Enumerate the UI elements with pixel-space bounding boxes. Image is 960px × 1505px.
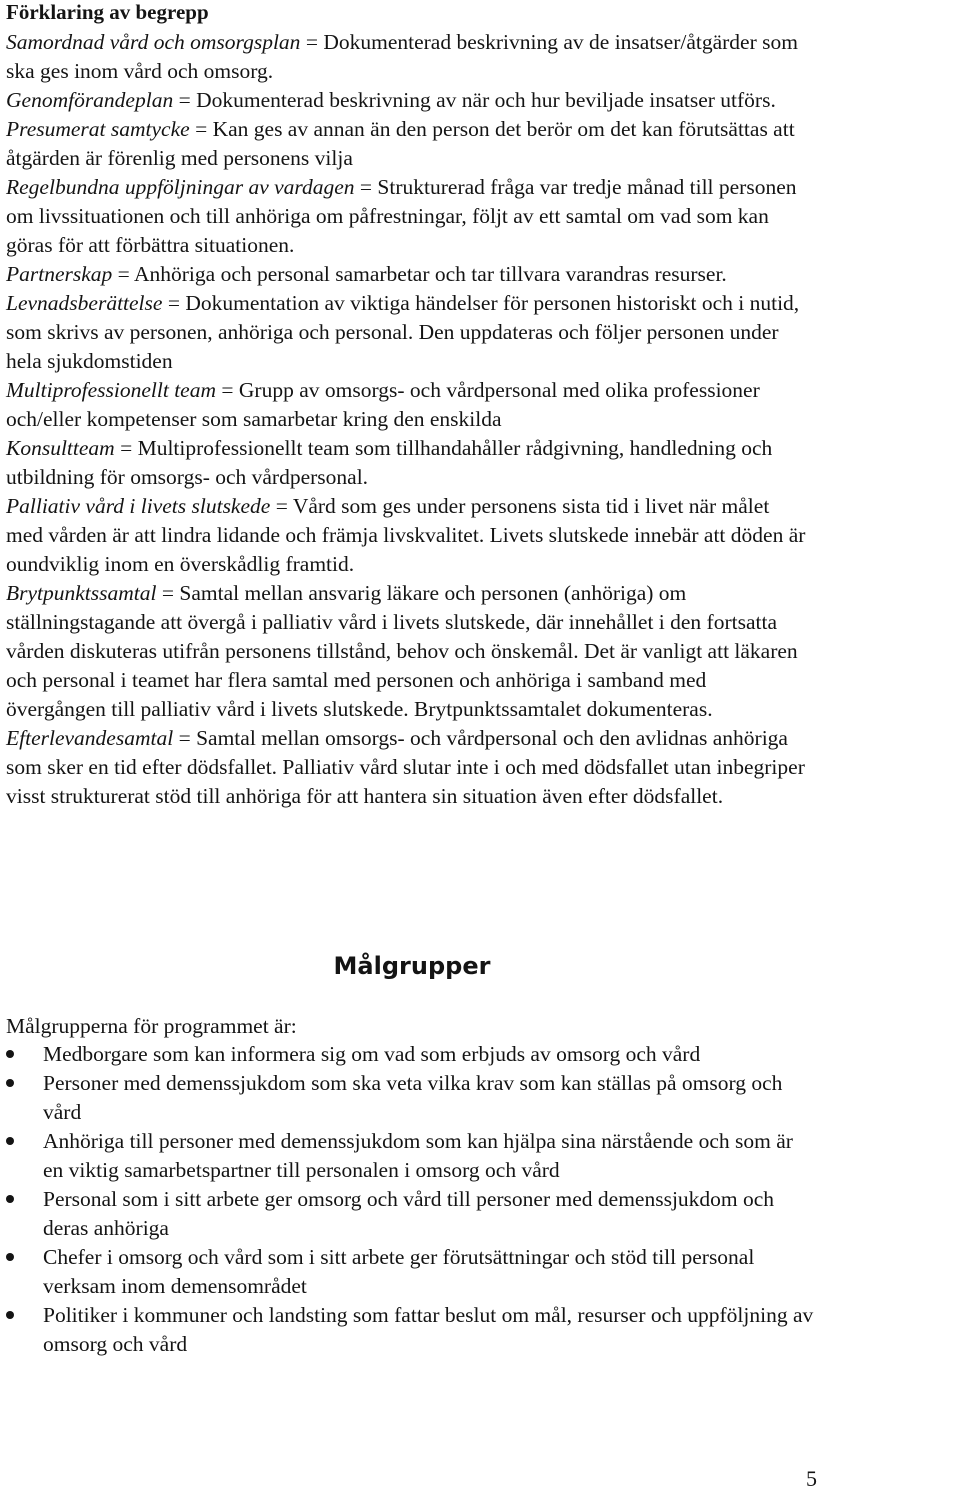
definition-separator: = [114,436,138,460]
definition-separator: = [270,494,293,518]
definition-text: Dokumenterad beskrivning av de insatser/åtgärder som ska ges inom vård och omsorg. [6,30,798,83]
definition-term: Multiprofessionellt team [6,378,217,402]
definition-term: Genomförandeplan [6,88,174,112]
definition-item [6,115,806,173]
definition-term: Regelbundna uppföljningar av vardagen [6,175,355,199]
definition-term: Brytpunktssamtal [6,581,157,605]
definition-text: Kan ges av annan än den person det berör om det kan förutsättas att åtgärden är förenlig med personens vilja [6,117,795,170]
bullet-icon [6,1311,14,1319]
list-item-text: Politiker i kommuner och landsting som fattar beslut om mål, resurser och uppföljning av omsorg och vård [43,1303,814,1356]
definition-separator: = [162,291,186,315]
bullet-icon [6,1079,14,1087]
definition-text: Multiprofessionellt team som tillhandahåller rådgivning, handledning och utbildning för omsorgs- och vårdpersonal. [6,436,773,489]
definition-text: Grupp av omsorgs- och vårdpersonal med olika professioner och/eller kompetenser som samarbetar kring den enskilda [6,378,760,431]
section-heading-definitions: Förklaring av begrepp [6,0,209,24]
definition-term: Levnadsberättelse [6,291,163,315]
definition-text: Samtal mellan omsorgs- och vårdpersonal och den avlidnas anhöriga som sker en tid efter dödsfallet. Palliativ vård slutar inte i och med dödsfallet utan inbegriper visst strukturerat stöd till anhöriga för att hantera sin situation även efter dödsfallet. [6,726,805,808]
list-item-text: Anhöriga till personer med demenssjukdom som kan hjälpa sina närstående och som är en viktig samarbetspartner till personalen i omsorg och vård [43,1129,793,1182]
list-item [6,1040,816,1069]
list-item [6,1243,816,1301]
list-item [6,1127,816,1185]
definition-text: Dokumentation av viktiga händelser för personen historiskt och i nutid, som skrivs av personen, anhöriga och personal. Den uppdateras och följer personen under hela sjukdomstiden [6,291,800,373]
bullet-icon [6,1050,14,1058]
definition-separator: = [173,726,197,750]
definition-item [6,260,806,289]
definitions-list [6,28,806,811]
list-item [6,1301,816,1359]
definition-separator: = [156,581,180,605]
list-item-text: Chefer i omsorg och vård som i sitt arbete ger förutsättningar och stöd till personal verksam inom demensområdet [43,1245,755,1298]
target-groups-list [6,1040,816,1359]
definition-item [6,86,806,115]
definition-item [6,28,806,86]
definition-separator: = [112,262,134,286]
definition-item [6,492,806,579]
list-item-text: Medborgare som kan informera sig om vad som erbjuds av omsorg och vård [43,1042,701,1066]
list-item [6,1069,816,1127]
list-item-text: Personal som i sitt arbete ger omsorg och vård till personer med demenssjukdom och deras anhöriga [43,1187,775,1240]
definition-text: Vård som ges under personens sista tid i livet när målet med vården är att lindra lidande och främja livskvalitet. Livets slutskede innebär att döden är oundviklig inom en överskådlig framtid. [6,494,806,576]
definition-text: Anhöriga och personal samarbetar och tar tillvara varandras resurser. [134,262,727,286]
definition-term: Partnerskap [6,262,113,286]
definition-term: Konsultteam [6,436,115,460]
definition-item [6,173,806,260]
bullet-icon [6,1137,14,1145]
target-groups-intro: Målgrupperna för programmet är: [6,1014,297,1038]
definition-term: Presumerat samtycke [6,117,190,141]
definition-item [6,376,806,434]
definition-term: Samordnad vård och omsorgsplan [6,30,301,54]
definition-separator: = [300,30,324,54]
definition-item [6,579,806,724]
document-page [6,0,806,811]
definition-item [6,434,806,492]
section-title-target-groups: Målgrupper [333,952,491,980]
definition-term: Efterlevandesamtal [6,726,174,750]
definition-item [6,289,806,376]
definition-separator: = [354,175,378,199]
definition-term: Palliativ vård i livets slutskede [6,494,271,518]
definition-separator: = [189,117,213,141]
bullet-icon [6,1195,14,1203]
list-item [6,1185,816,1243]
definition-separator: = [173,88,197,112]
definition-text: Samtal mellan ansvarig läkare och personen (anhöriga) om ställningstagande att övergå i palliativ vård i livets slutskede, där innehållet i den fortsatta vården diskuteras utifrån personens tillstånd, behov och önskemål. Det är vanligt att läkaren och personal i teamet har flera samtal med personen och anhöriga i samband med övergången till palliativ vård i livets slutskede. Brytpunktssamtalet dokumenteras. [6,581,798,721]
bullet-icon [6,1253,14,1261]
definition-item [6,724,806,811]
list-item-text: Personer med demenssjukdom som ska veta vilka krav som kan ställas på omsorg och vård [43,1071,783,1124]
definition-text: Strukturerad fråga var tredje månad till personen om livssituationen och till anhöriga om påfrestningar, följt av ett samtal om vad som kan göras för att förbättra situationen. [6,175,797,257]
page-number: 5 [806,1466,817,1491]
definition-text: Dokumenterad beskrivning av när och hur beviljade insatser utförs. [196,88,776,112]
definition-separator: = [216,378,239,402]
